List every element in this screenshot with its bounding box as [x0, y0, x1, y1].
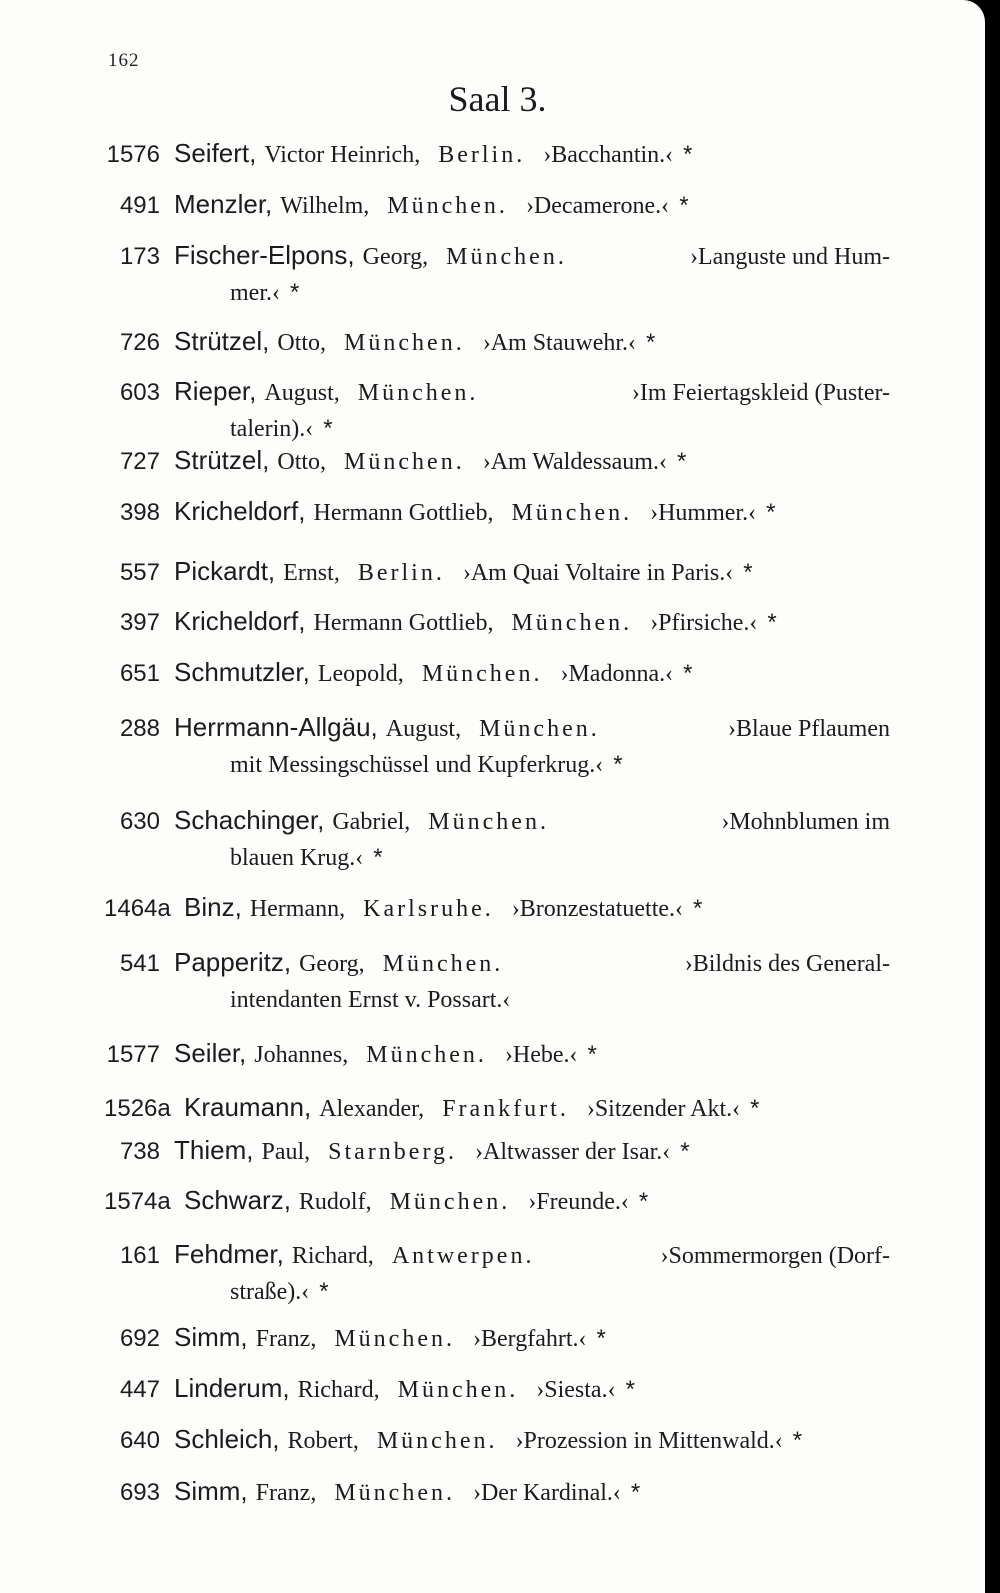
- artist-name: Schwarz,: [184, 1185, 291, 1215]
- artist-city: München.: [389, 1189, 511, 1215]
- entry-line: [104, 1090, 890, 1127]
- catalog-number: 447: [119, 1376, 160, 1403]
- entry-line: [104, 710, 890, 747]
- catalog-entry: [104, 803, 890, 876]
- artist-city: Berlin.: [438, 142, 526, 168]
- sale-mark: *: [630, 1479, 641, 1506]
- sale-mark: *: [767, 609, 777, 636]
- sale-mark: *: [792, 1427, 803, 1454]
- artist-name: Schmutzler,: [174, 657, 310, 687]
- artist-first-name: Victor Heinrich,: [264, 142, 421, 168]
- artist-first-name: Wilhelm,: [280, 193, 370, 219]
- artist-first-name: Ernst,: [283, 560, 340, 586]
- entry-line: [104, 604, 890, 641]
- artwork-title: ›Freunde.‹: [528, 1189, 629, 1215]
- artwork-title: ›Bildnis des General-: [684, 951, 890, 977]
- artwork-title: ›Decamerone.‹: [525, 193, 670, 219]
- artist-name: Fischer-Elpons,: [174, 240, 355, 270]
- artist-name: Simm,: [174, 1476, 248, 1506]
- artist-first-name: Franz,: [255, 1480, 317, 1506]
- artist-city: Berlin.: [357, 560, 445, 586]
- catalog-number: 603: [119, 379, 160, 406]
- catalog-entry: [104, 1320, 890, 1357]
- catalog-number: 692: [119, 1325, 160, 1352]
- entry-line: [104, 443, 890, 480]
- section-title: Saal 3.: [448, 79, 547, 119]
- catalog-entry: [104, 238, 890, 311]
- sale-mark: *: [587, 1041, 597, 1068]
- artist-name: Binz,: [184, 892, 242, 922]
- artist-city: Frankfurt.: [442, 1096, 569, 1122]
- artist-city: München.: [428, 809, 549, 835]
- artist-name: Schleich,: [174, 1424, 280, 1454]
- artist-first-name: Richard,: [291, 1243, 374, 1269]
- artist-name: Kraumann,: [184, 1092, 312, 1122]
- artwork-title: ›Prozession in Mittenwald.‹: [515, 1428, 783, 1454]
- entry-line: [104, 1320, 890, 1357]
- artist-city: München.: [387, 193, 508, 219]
- artist-name: Kricheldorf,: [174, 606, 306, 636]
- artwork-title: ›Bergfahrt.‹: [472, 1326, 587, 1352]
- catalog-entry: [104, 1133, 890, 1170]
- artwork-title-continuation: mit Messingschüssel und Kupferkrug.‹: [230, 752, 604, 778]
- artist-first-name: Franz,: [255, 1326, 317, 1352]
- catalog-entry: [104, 443, 890, 480]
- artwork-title-continuation: intendanten Ernst v. Possart.‹: [230, 987, 511, 1013]
- artist-first-name: Paul,: [261, 1139, 311, 1165]
- catalog-entry: [104, 494, 890, 531]
- artwork-title: ›Bronzestatuette.‹: [511, 896, 684, 922]
- entry-line: [104, 238, 890, 275]
- catalog-entry: [104, 710, 890, 783]
- artwork-title: ›Blaue Pflaumen: [728, 716, 890, 742]
- catalog-entry: [104, 890, 890, 927]
- artist-city: München.: [397, 1377, 519, 1403]
- artist-first-name: Georg,: [299, 951, 365, 977]
- artwork-title: ›Hebe.‹: [504, 1042, 578, 1068]
- sale-mark: *: [680, 1138, 690, 1165]
- catalog-number: 1577: [106, 1041, 160, 1068]
- catalog-number: 1464a: [104, 895, 171, 922]
- artist-name: Kricheldorf,: [174, 496, 306, 526]
- sale-mark: *: [743, 559, 753, 586]
- artwork-title: ›Pfirsiche.‹: [650, 610, 758, 636]
- catalog-number: 1574a: [104, 1188, 171, 1215]
- entry-line: [104, 803, 890, 840]
- catalog-entry: [104, 1474, 890, 1511]
- entry-line: [104, 1422, 890, 1459]
- artist-city: München.: [334, 1480, 455, 1506]
- artist-city: München.: [446, 244, 567, 270]
- entry-line: [104, 1237, 890, 1274]
- artist-first-name: August,: [264, 380, 340, 406]
- artwork-title: ›Bacchantin.‹: [543, 142, 674, 168]
- catalog-entry: [104, 1090, 890, 1127]
- artwork-title: ›Hummer.‹: [650, 500, 757, 526]
- sale-mark: *: [289, 279, 300, 306]
- artist-city: München.: [344, 330, 465, 356]
- sale-mark: *: [766, 499, 776, 526]
- artist-name: Thiem,: [174, 1135, 254, 1165]
- artist-first-name: Johannes,: [254, 1042, 349, 1068]
- artist-city: München.: [511, 610, 633, 636]
- entry-line: [104, 374, 890, 411]
- sale-mark: *: [683, 141, 693, 168]
- artist-name: Schachinger,: [174, 805, 325, 835]
- artwork-title: ›Am Waldessaum.‹: [482, 449, 667, 475]
- catalog-entry: [104, 187, 890, 224]
- entry-line: [104, 1133, 890, 1170]
- catalog-number: 726: [119, 329, 160, 356]
- artist-city: München.: [382, 951, 504, 977]
- catalog-number: 541: [119, 950, 160, 977]
- catalog-entry: [104, 1237, 890, 1310]
- artwork-title: ›Mohnblumen im: [721, 809, 890, 835]
- catalog-number: 491: [119, 192, 160, 219]
- artist-name: Pickardt,: [174, 556, 276, 586]
- catalog-number: 398: [119, 499, 160, 526]
- sale-mark: *: [373, 844, 383, 871]
- artwork-title: ›Madonna.‹: [560, 661, 674, 687]
- artist-first-name: Rudolf,: [298, 1189, 372, 1215]
- artwork-title: ›Sitzender Akt.‹: [586, 1096, 741, 1122]
- artist-name: Linderum,: [174, 1373, 290, 1403]
- catalog-number: 640: [119, 1427, 160, 1454]
- artwork-title: ›Am Stauwehr.‹: [482, 330, 637, 356]
- sale-mark: *: [676, 448, 687, 475]
- artist-name: Papperitz,: [174, 947, 292, 977]
- artist-city: München.: [479, 716, 600, 742]
- artwork-title-continuation: straße).‹: [230, 1279, 310, 1305]
- artwork-title: ›Im Feiertagskleid (Puster-: [631, 380, 890, 406]
- artist-first-name: Richard,: [297, 1377, 380, 1403]
- artist-city: München.: [344, 449, 465, 475]
- sale-mark: *: [625, 1376, 635, 1403]
- artist-first-name: August,: [385, 716, 462, 742]
- artist-name: Strützel,: [174, 326, 270, 356]
- artist-city: München.: [511, 500, 633, 526]
- entry-line: [104, 1371, 890, 1408]
- artist-first-name: Otto,: [277, 330, 327, 356]
- artist-city: München.: [334, 1326, 455, 1352]
- catalog-entry: [104, 554, 890, 591]
- artist-name: Menzler,: [174, 189, 273, 219]
- entry-continuation: [104, 275, 890, 311]
- sale-mark: *: [750, 1095, 760, 1122]
- catalog-entry: [104, 1036, 890, 1073]
- artist-first-name: Alexander,: [319, 1096, 425, 1122]
- entry-line: [104, 554, 890, 591]
- artwork-title-continuation: talerin).‹: [230, 416, 314, 442]
- catalog-entry: [104, 1422, 890, 1459]
- catalog-number: 173: [119, 243, 160, 270]
- artist-first-name: Gabriel,: [332, 809, 411, 835]
- catalog-number: 738: [119, 1138, 160, 1165]
- sale-mark: *: [683, 660, 693, 687]
- sale-mark: *: [693, 895, 703, 922]
- artist-name: Simm,: [174, 1322, 248, 1352]
- entry-line: [104, 187, 890, 224]
- catalog-entry: [104, 1371, 890, 1408]
- catalog-number: 288: [119, 715, 160, 742]
- artist-name: Herrmann-Allgäu,: [174, 712, 378, 742]
- artist-city: München.: [376, 1428, 498, 1454]
- catalog-number: 557: [119, 559, 160, 586]
- entry-line: [104, 136, 890, 173]
- catalog-number: 397: [119, 609, 160, 636]
- artwork-title: ›Der Kardinal.‹: [472, 1480, 621, 1506]
- artist-name: Strützel,: [174, 445, 270, 475]
- sale-mark: *: [646, 329, 656, 356]
- catalog-number: 727: [119, 448, 160, 475]
- catalog-number: 693: [119, 1479, 160, 1506]
- catalog-entry: [104, 1183, 890, 1220]
- sale-mark: *: [679, 192, 689, 219]
- catalog-number: 161: [119, 1242, 160, 1269]
- sale-mark: *: [319, 1278, 329, 1305]
- artist-first-name: Leopold,: [317, 661, 404, 687]
- entry-line: [104, 494, 890, 531]
- artist-first-name: Hermann Gottlieb,: [313, 500, 494, 526]
- entry-line: [104, 1183, 890, 1220]
- artist-name: Seifert,: [174, 138, 257, 168]
- catalog-entry: [104, 324, 890, 361]
- artwork-title: ›Languste und Hum-: [690, 244, 890, 270]
- entry-continuation: [104, 747, 890, 783]
- sale-mark: *: [638, 1188, 649, 1215]
- entry-line: [104, 1036, 890, 1073]
- entry-continuation: [104, 840, 890, 876]
- entry-continuation: [104, 982, 890, 1018]
- artwork-title: ›Am Quai Voltaire in Paris.‹: [462, 560, 734, 586]
- artist-city: München.: [366, 1042, 487, 1068]
- entry-line: [104, 945, 890, 982]
- catalog-number: 651: [119, 660, 160, 687]
- entry-continuation: [104, 411, 890, 447]
- catalog-entry: [104, 604, 890, 641]
- artist-city: Antwerpen.: [391, 1243, 535, 1269]
- catalog-entry: [104, 374, 890, 447]
- entry-line: [104, 655, 890, 692]
- artist-city: München.: [421, 661, 543, 687]
- catalog-entry: [104, 945, 890, 1018]
- artist-name: Fehdmer,: [174, 1239, 284, 1269]
- artist-name: Seiler,: [174, 1038, 247, 1068]
- sale-mark: *: [613, 751, 623, 778]
- artist-first-name: Hermann Gottlieb,: [313, 610, 494, 636]
- artwork-title: ›Altwasser der Isar.‹: [475, 1139, 671, 1165]
- artist-city: München.: [357, 380, 479, 406]
- entry-line: [104, 1474, 890, 1511]
- artwork-title-continuation: mer.‹: [230, 280, 280, 306]
- catalog-number: 1526a: [104, 1095, 171, 1122]
- artist-name: Rieper,: [174, 376, 257, 406]
- catalog-number: 630: [119, 808, 160, 835]
- artist-first-name: Georg,: [362, 244, 429, 270]
- artwork-title: ›Sommermorgen (Dorf-: [660, 1243, 890, 1269]
- entry-line: [104, 890, 890, 927]
- catalog-entry: [104, 655, 890, 692]
- artist-first-name: Otto,: [277, 449, 327, 475]
- page-number: 162: [108, 50, 140, 71]
- artist-first-name: Robert,: [287, 1428, 359, 1454]
- artwork-title-continuation: blauen Krug.‹: [230, 845, 364, 871]
- sale-mark: *: [596, 1325, 606, 1352]
- artist-city: Karlsruhe.: [363, 896, 494, 922]
- artwork-title: ›Siesta.‹: [536, 1377, 616, 1403]
- artist-city: Starnberg.: [328, 1139, 458, 1165]
- entry-continuation: [104, 1274, 890, 1310]
- catalog-entry: [104, 136, 890, 173]
- catalog-number: 1576: [106, 141, 160, 168]
- sale-mark: *: [323, 415, 333, 442]
- entry-line: [104, 324, 890, 361]
- artist-first-name: Hermann,: [249, 896, 346, 922]
